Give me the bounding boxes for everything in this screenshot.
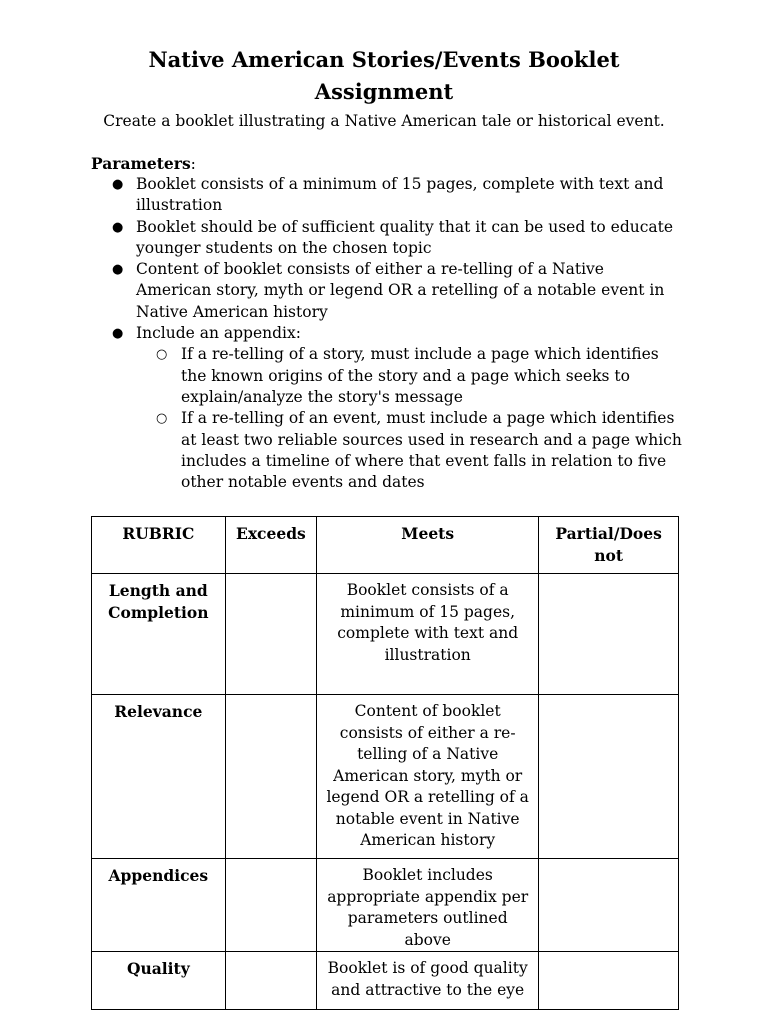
assignment-description: Create a booklet illustrating a Native American tale or historical event. <box>103 112 665 130</box>
partial-cell <box>539 574 679 695</box>
parameter-text: Content of booklet consists of either a re-telling of a Native American story, myth or legend OR a retelling of a notable event in Native American history <box>136 260 665 321</box>
parameter-text: Booklet should be of sufficient quality that it can be used to educate younger students on the chosen topic <box>136 217 674 257</box>
title-line-1: Native American Stories/Events Booklet <box>148 47 620 72</box>
exceeds-cell <box>225 574 316 695</box>
meets-cell: Booklet consists of a minimum of 15 pages, complete with text and illustration <box>317 574 539 695</box>
table-row <box>92 695 679 859</box>
header-meets: Meets <box>317 517 539 574</box>
header-partial: Partial/Does not <box>539 517 679 574</box>
meets-cell: Content of booklet consists of either a re-telling of a Native American story, myth or legend OR a retelling of a notable event in Native American history <box>317 695 539 859</box>
partial-cell <box>539 952 679 1010</box>
parameter-text: Booklet consists of a minimum of 15 pages, complete with text and illustration <box>136 175 664 215</box>
meets-cell: Booklet includes appropriate appendix per parameters outlined above <box>317 859 539 952</box>
table-row <box>92 952 679 1010</box>
bullet-icon: ● <box>112 262 124 278</box>
appendix-text: If a re-telling of an event, must include a page which identifies at least two reliable sources used in research and a page which includes a timeline of where that event falls in relation to five other notable events and dates <box>181 409 682 492</box>
parameters-colon: : <box>190 155 196 173</box>
parameters-label: Parameters <box>91 154 191 173</box>
row-label: Quality <box>92 952 226 1010</box>
exceeds-cell <box>225 695 316 859</box>
exceeds-cell <box>225 859 316 952</box>
parameter-item <box>112 174 682 217</box>
parameter-item <box>112 259 682 323</box>
bullet-icon: ● <box>112 177 124 192</box>
parameter-item <box>112 217 682 260</box>
title-line-2: Assignment <box>314 79 454 104</box>
parameter-item <box>112 323 682 493</box>
circle-bullet-icon: ○ <box>156 411 168 427</box>
partial-cell <box>539 859 679 952</box>
parameters-list <box>112 174 682 493</box>
meets-cell: Booklet is of good quality and attractive to the eye <box>317 952 539 1010</box>
header-exceeds: Exceeds <box>225 517 316 574</box>
page-title <box>0 44 768 108</box>
exceeds-cell <box>225 952 316 1010</box>
row-label: Length and Completion <box>92 574 226 695</box>
bullet-icon: ● <box>112 219 124 235</box>
partial-cell <box>539 695 679 859</box>
circle-bullet-icon: ○ <box>156 347 168 363</box>
rubric-table <box>91 516 679 1010</box>
rubric-header-row <box>92 517 679 574</box>
parameter-text: Include an appendix: <box>136 324 301 343</box>
header-rubric: RUBRIC <box>92 517 226 574</box>
appendix-text: If a re-telling of a story, must include a page which identifies the known origins of the story and a page which seeks to explain/analyze the story's message <box>181 345 659 406</box>
appendix-sublist <box>156 344 682 493</box>
bullet-icon: ● <box>112 326 124 342</box>
appendix-item <box>156 344 682 408</box>
row-label: Appendices <box>92 859 226 952</box>
table-row <box>92 859 679 952</box>
table-row <box>92 574 679 695</box>
appendix-item <box>156 408 682 493</box>
parameters-heading <box>91 153 196 175</box>
row-label: Relevance <box>92 695 226 859</box>
